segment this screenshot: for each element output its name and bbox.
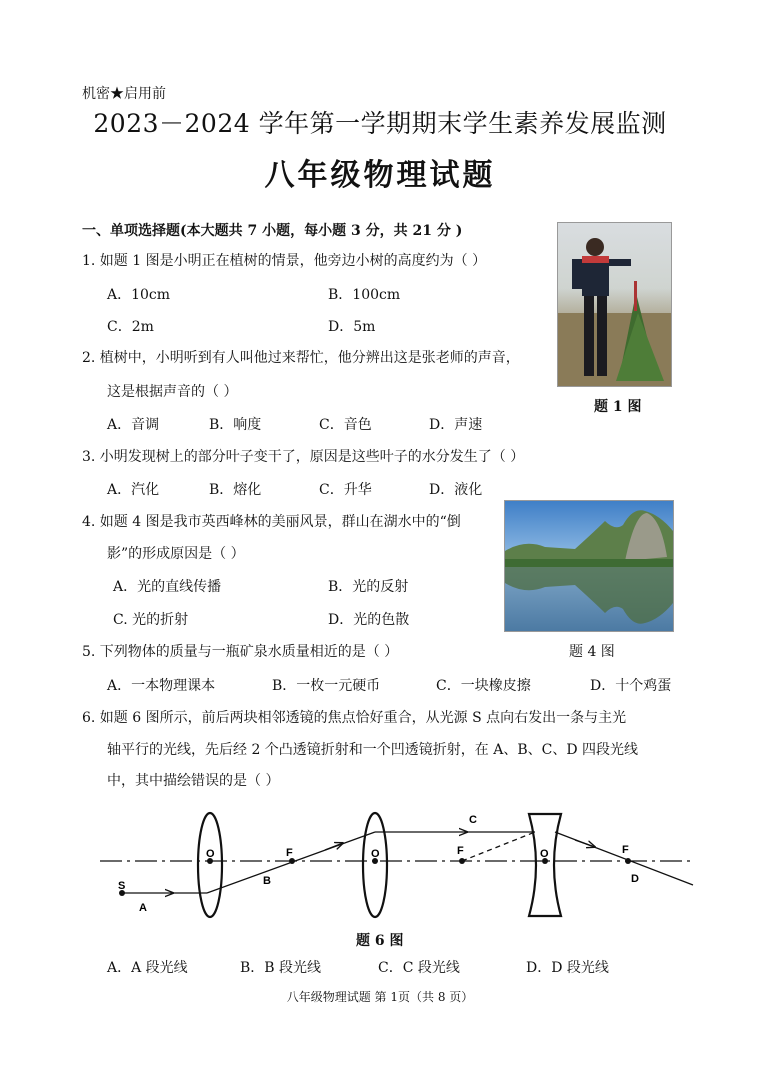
- figure-4-caption: 题 4 图: [569, 644, 615, 660]
- question-2-stem-line2: 这是根据声音的（ ）: [107, 384, 238, 400]
- figure-6-caption: 题 6 图: [356, 933, 404, 949]
- question-6-stem-line2: 轴平行的光线，先后经 2 个凸透镜折射和一个凹透镜折射，在 A、B、C、D 四段光线: [107, 742, 639, 758]
- label-a: A: [139, 902, 147, 914]
- section-heading: 一、单项选择题(本大题共 7 小题，每小题 3 分，共 21 分 ): [82, 223, 463, 239]
- q2-option-d: D．声速: [429, 417, 483, 433]
- q3-option-a: A．汽化: [107, 482, 160, 498]
- label-f-2: F: [457, 845, 464, 857]
- q4-option-b: B．光的反射: [328, 579, 409, 595]
- q2-option-c: C．音色: [319, 417, 372, 433]
- convex-lens-1: [198, 813, 222, 917]
- confidential-mark: 机密★启用前: [82, 86, 166, 102]
- concave-lens: [529, 814, 561, 916]
- question-2-stem-line1: 2. 植树中，小明听到有人叫他过来帮忙，他分辨出这是张老师的声音，: [82, 350, 520, 366]
- q3-option-c: C．升华: [319, 482, 372, 498]
- q4-option-a: A．光的直线传播: [113, 579, 222, 595]
- label-s: S: [118, 880, 126, 892]
- exam-subject-title: 八年级物理试题: [264, 158, 496, 193]
- label-o-3: O: [540, 848, 549, 860]
- question-1-stem: 1. 如题 1 图是小明正在植树的情景，他旁边小树的高度约为（ ）: [82, 253, 487, 269]
- ray-b: [207, 832, 375, 893]
- q5-option-a: A．一本物理课本: [107, 678, 216, 694]
- question-6-stem-line3: 中，其中描绘错误的是（ ）: [107, 773, 280, 789]
- ray-extension-dashed: [462, 832, 535, 861]
- question-4-stem-line1: 4. 如题 4 图是我市英西峰林的美丽风景，群山在湖水中的“倒: [82, 514, 461, 530]
- q1-option-a: A．10cm: [107, 287, 171, 303]
- figure-1-caption: 题 1 图: [594, 399, 642, 415]
- q1-option-b: B．100cm: [328, 287, 401, 303]
- q4-option-d: D．光的色散: [328, 612, 410, 628]
- q3-option-b: B．熔化: [209, 482, 262, 498]
- q1-option-c: C．2m: [107, 319, 154, 335]
- exam-title: 2023－2024 学年第一学期期末学生素养发展监测: [93, 109, 667, 138]
- q1-option-d: D．5m: [328, 319, 376, 335]
- question-4-stem-line2: 影”的形成原因是（ ）: [107, 546, 245, 562]
- q6-option-d: D．D 段光线: [526, 960, 609, 976]
- figure-6-lens-diagram: [95, 800, 700, 925]
- q6-option-c: C．C 段光线: [378, 960, 460, 976]
- q5-option-d: D．十个鸡蛋: [590, 678, 672, 694]
- figure-1-photo: [557, 222, 672, 387]
- karst-lake-image: [505, 501, 673, 631]
- label-o-2: O: [371, 848, 380, 860]
- q2-option-a: A．音调: [107, 417, 160, 433]
- label-b: B: [263, 875, 271, 887]
- q2-option-b: B．响度: [209, 417, 262, 433]
- tree-planting-image: [558, 223, 671, 386]
- label-f-1: F: [286, 847, 293, 859]
- label-o-1: O: [206, 848, 215, 860]
- question-3-stem: 3. 小明发现树上的部分叶子变干了，原因是这些叶子的水分发生了（ ）: [82, 449, 525, 465]
- label-c: C: [469, 814, 477, 826]
- page-footer: 八年级物理试题 第 1页（共 8 页）: [286, 990, 474, 1004]
- question-5-stem: 5. 下列物体的质量与一瓶矿泉水质量相近的是（ ）: [82, 644, 399, 660]
- convex-lens-2: [363, 813, 387, 917]
- q5-option-b: B．一枚一元硬币: [272, 678, 381, 694]
- q4-option-c: C. 光的折射: [113, 612, 189, 628]
- q6-option-b: B．B 段光线: [240, 960, 322, 976]
- label-d: D: [631, 873, 639, 885]
- q3-option-d: D．液化: [429, 482, 483, 498]
- question-6-stem-line1: 6. 如题 6 图所示，前后两块相邻透镜的焦点恰好重合，从光源 S 点向右发出一条与主光: [82, 710, 627, 726]
- q5-option-c: C．一块橡皮擦: [436, 678, 531, 694]
- q6-option-a: A．A 段光线: [107, 960, 188, 976]
- label-f-3: F: [622, 844, 629, 856]
- figure-4-photo: [504, 500, 674, 632]
